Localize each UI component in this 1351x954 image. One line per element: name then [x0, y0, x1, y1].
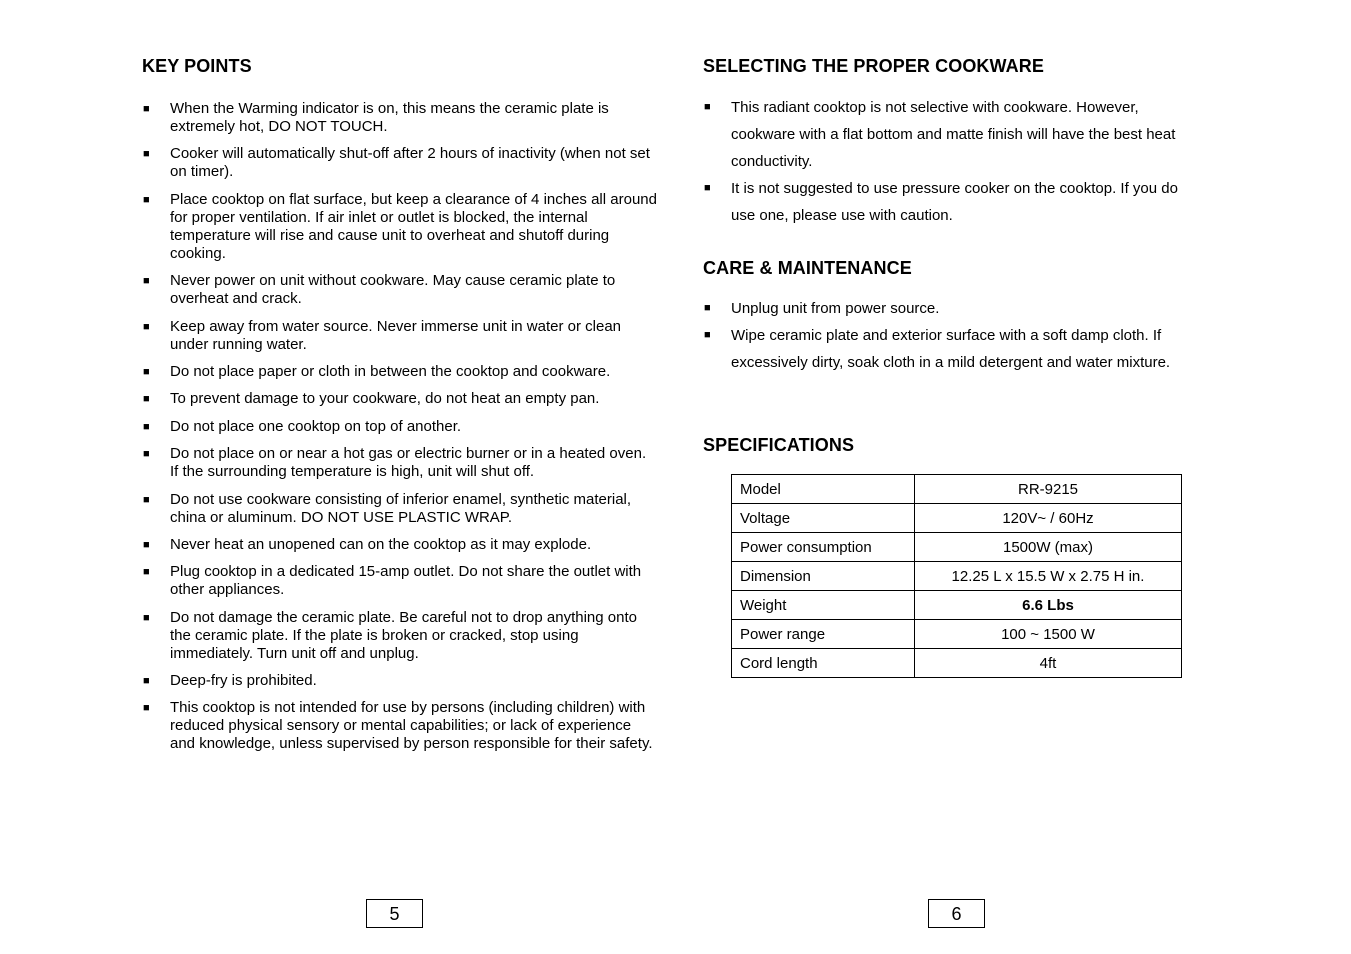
- cookware-list: [703, 94, 1203, 229]
- list-item-text: Keep away from water source. Never immerse unit in water or clean under running water.: [170, 317, 622, 353]
- spec-value: 100 ~ 1500 W: [915, 620, 1182, 649]
- bullet-icon: ■: [143, 448, 150, 461]
- care-list: [703, 295, 1203, 376]
- table-row: [732, 591, 1182, 620]
- list-item: [142, 418, 657, 436]
- right-page: [703, 56, 1203, 678]
- spec-label: Power range: [732, 620, 915, 649]
- list-item-text: Do not place on or near a hot gas or electric burner or in a heated oven. If the surrounding temperature is high, unit will shut off.: [170, 445, 647, 481]
- bullet-icon: ■: [143, 538, 150, 551]
- list-item-text: Do not use cookware consisting of inferior enamel, synthetic material, china or aluminum. DO NOT USE PLASTIC WRAP.: [170, 490, 632, 526]
- specifications-table: [731, 474, 1182, 678]
- care-heading: CARE & MAINTENANCE: [703, 258, 912, 278]
- spec-value: 1500W (max): [915, 533, 1182, 562]
- list-item: [142, 145, 657, 181]
- list-item-text: Cooker will automatically shut-off after 2 hours of inactivity (when not set on timer).: [170, 145, 650, 181]
- list-item-text: When the Warming indicator is on, this means the ceramic plate is extremely hot, DO NOT TOUCH.: [170, 100, 609, 135]
- list-item: [142, 363, 657, 381]
- list-item-text: Never power on unit without cookware. May cause ceramic plate to overheat and crack.: [170, 272, 616, 308]
- page-number-right: 6: [928, 899, 985, 928]
- list-item-text: Place cooktop on flat surface, but keep a clearance of 4 inches all around for proper ventilation. If air inlet or outlet is blocked, the internal temperature will rise and cause unit to overheat and shutoff during cooking.: [170, 190, 657, 262]
- spec-value: 120V~ / 60Hz: [915, 504, 1182, 533]
- bullet-icon: ■: [143, 675, 150, 688]
- bullet-icon: ■: [143, 611, 150, 624]
- table-row: [732, 475, 1182, 504]
- list-item-text: Never heat an unopened can on the cooktop as it may explode.: [170, 535, 592, 553]
- list-item: [142, 536, 657, 554]
- list-item-text: This cooktop is not intended for use by persons (including children) with reduced physical sensory or mental capabilities; or lack of experience and knowledge, unless supervised by person responsible for their safety.: [170, 699, 653, 753]
- bullet-icon: ■: [143, 493, 150, 506]
- bullet-icon: ■: [143, 103, 150, 115]
- key-points-heading: KEY POINTS: [142, 56, 252, 76]
- list-item-text: To prevent damage to your cookware, do not heat an empty pan.: [170, 390, 600, 408]
- spec-value: RR-9215: [915, 475, 1182, 504]
- bullet-icon: ■: [143, 148, 150, 161]
- bullet-icon: ■: [143, 566, 150, 579]
- bullet-icon: ■: [143, 193, 150, 206]
- spec-value: 6.6 Lbs: [915, 591, 1182, 620]
- specifications-heading: SPECIFICATIONS: [703, 435, 855, 455]
- table-row: [732, 533, 1182, 562]
- list-item-text: Do not damage the ceramic plate. Be careful not to drop anything onto the ceramic plate. If the plate is broken or cracked, stop using immediately. Turn unit off and unplug.: [170, 608, 637, 662]
- spec-label: Cord length: [732, 649, 915, 678]
- spec-label: Dimension: [732, 562, 915, 591]
- list-item-text: This radiant cooktop is not selective with cookware. However, cookware with a flat bottom and matte finish will have the best heat conductivity.: [731, 99, 1176, 170]
- list-item-text: Plug cooktop in a dedicated 15-amp outlet. Do not share the outlet with other appliances.: [170, 563, 642, 599]
- list-item: [142, 672, 657, 690]
- list-item-text: Do not place one cooktop on top of another.: [170, 417, 462, 435]
- bullet-icon: ■: [143, 702, 150, 715]
- table-row: [732, 620, 1182, 649]
- list-item-text: Do not place paper or cloth in between the cooktop and cookware.: [170, 362, 611, 380]
- list-item: [142, 445, 657, 481]
- list-item: [142, 699, 657, 753]
- bullet-icon: ■: [143, 365, 150, 378]
- list-item: [142, 318, 657, 354]
- left-page: [142, 56, 657, 763]
- list-item-text: It is not suggested to use pressure cooker on the cooktop. If you do use one, please use with caution.: [731, 180, 1178, 224]
- bullet-icon: ■: [143, 320, 150, 333]
- list-item: [142, 390, 657, 408]
- list-item: [142, 191, 657, 263]
- list-item: [142, 491, 657, 527]
- list-item: [142, 100, 657, 136]
- cookware-heading: SELECTING THE PROPER COOKWARE: [703, 56, 1044, 76]
- table-row: [732, 562, 1182, 591]
- spec-value: 4ft: [915, 649, 1182, 678]
- table-row: [732, 649, 1182, 678]
- page-number-left: 5: [366, 899, 423, 928]
- spec-value: 12.25 L x 15.5 W x 2.75 H in.: [915, 562, 1182, 591]
- bullet-icon: ■: [704, 329, 711, 341]
- bullet-icon: ■: [143, 275, 150, 288]
- list-item-text: Unplug unit from power source.: [731, 300, 940, 317]
- list-item: [703, 175, 1203, 229]
- list-item: [703, 94, 1203, 175]
- list-item-text: Wipe ceramic plate and exterior surface with a soft damp cloth. If excessively dirty, soak cloth in a mild detergent and water mixture.: [731, 327, 1171, 371]
- list-item: [703, 295, 1203, 322]
- bullet-icon: ■: [704, 182, 711, 194]
- list-item: [142, 609, 657, 663]
- spec-label: Model: [732, 475, 915, 504]
- list-item: [142, 563, 657, 599]
- list-item: [142, 272, 657, 308]
- bullet-icon: ■: [143, 420, 150, 433]
- spec-label: Power consumption: [732, 533, 915, 562]
- list-item: [703, 322, 1203, 376]
- spec-label: Voltage: [732, 504, 915, 533]
- bullet-icon: ■: [704, 302, 711, 314]
- table-row: [732, 504, 1182, 533]
- bullet-icon: ■: [704, 101, 711, 113]
- spec-label: Weight: [732, 591, 915, 620]
- list-item-text: Deep-fry is prohibited.: [170, 672, 317, 690]
- key-points-list: [142, 100, 657, 753]
- bullet-icon: ■: [143, 393, 150, 406]
